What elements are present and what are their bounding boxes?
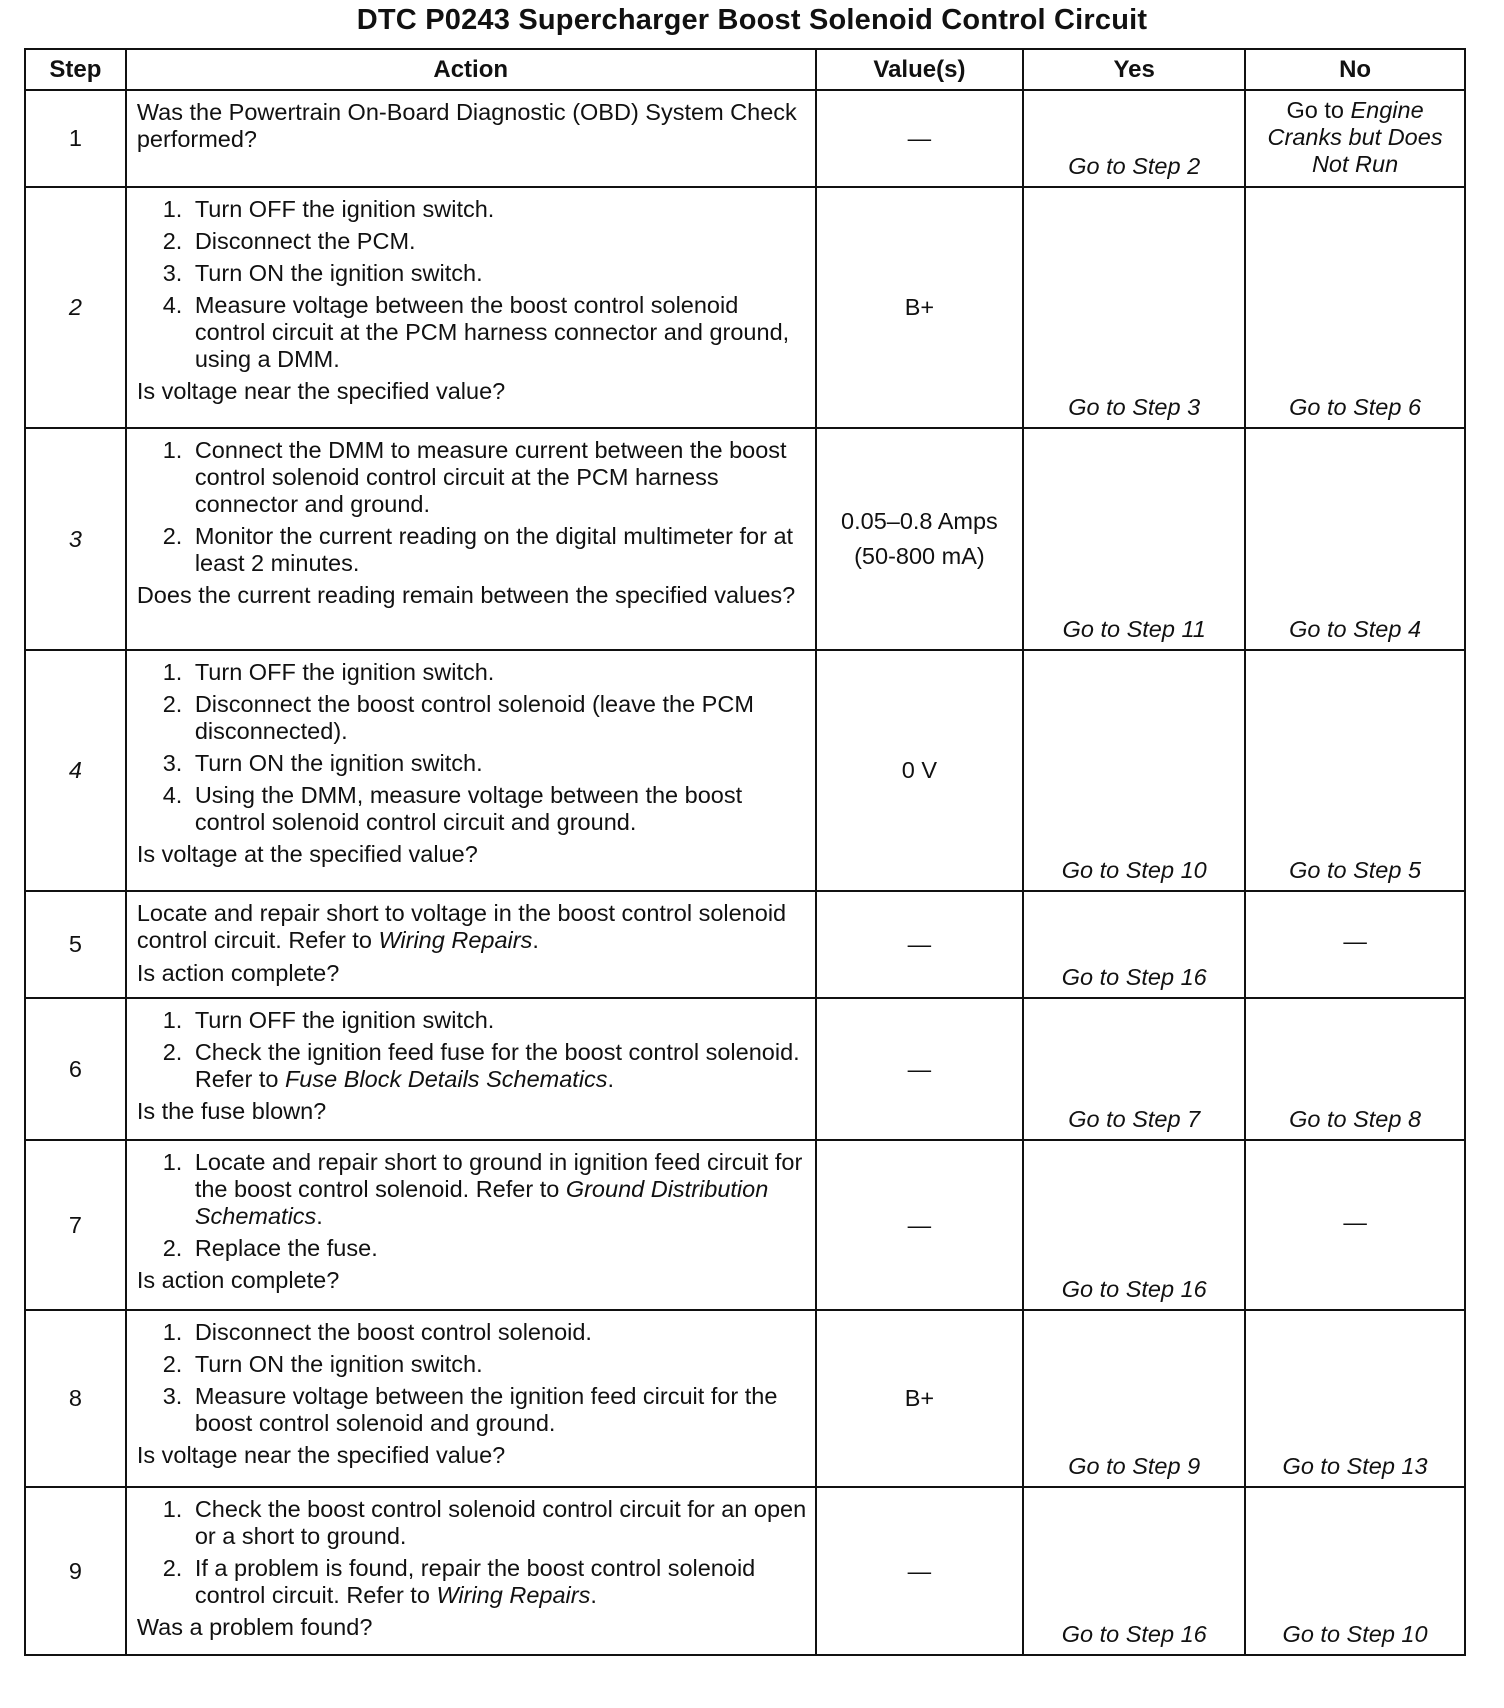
value-cell: B+	[816, 1310, 1024, 1487]
value-line: 0.05–0.8 Amps	[841, 508, 998, 534]
action-reference: Wiring Repairs	[378, 927, 533, 953]
no-cell: Go to Step 6	[1245, 187, 1465, 428]
value-cell	[816, 428, 1024, 650]
header-yes: Yes	[1023, 49, 1245, 90]
table-row	[25, 1140, 1465, 1310]
action-cell	[126, 187, 816, 428]
table-row	[25, 428, 1465, 650]
action-reference: Ground Distribution Schematics	[194, 1176, 769, 1229]
action-item: 4. Measure voltage between the boost control solenoid control circuit at the PCM harness connector and ground, using a DMM.	[189, 292, 807, 373]
yes-cell: Go to Step 16	[1023, 891, 1245, 998]
action-question: Is voltage near the specified value?	[136, 1442, 506, 1468]
table-row	[25, 90, 1465, 187]
action-question: Is action complete?	[136, 960, 340, 986]
action-item: 1. Check the boost control solenoid control circuit for an open or a short to ground.	[189, 1496, 807, 1550]
value-cell: B+	[816, 187, 1024, 428]
page-title: DTC P0243 Supercharger Boost Solenoid Control Circuit	[356, 4, 1148, 36]
step-number: 6	[25, 998, 126, 1140]
header-no: No	[1245, 49, 1465, 90]
yes-cell: Go to Step 7	[1023, 998, 1245, 1140]
step-number: 9	[25, 1487, 126, 1655]
value-cell: —	[816, 1140, 1024, 1310]
action-cell	[126, 1140, 816, 1310]
action-item: 1. Turn OFF the ignition switch.	[189, 659, 807, 686]
step-number: 3	[25, 428, 126, 650]
step-number: 4	[25, 650, 126, 891]
action-cell	[126, 650, 816, 891]
action-question: Is voltage at the specified value?	[136, 841, 478, 867]
value-cell: —	[816, 90, 1024, 187]
action-reference: Fuse Block Details Schematics	[284, 1066, 608, 1092]
value-line: (50-800 mA)	[854, 543, 985, 569]
action-question: Was a problem found?	[136, 1614, 373, 1640]
action-question: Does the current reading remain between the specified values?	[136, 582, 796, 608]
action-item-text: Locate and repair short to ground in ignition feed circuit for the boost control solenoid. Refer to	[194, 1149, 803, 1202]
no-cell: Go to Step 13	[1245, 1310, 1465, 1487]
table-row	[25, 650, 1465, 891]
diagnostic-table	[24, 48, 1466, 1656]
action-item: 3. Measure voltage between the ignition feed circuit for the boost control solenoid and ground.	[189, 1383, 807, 1437]
action-item: 2. Check the ignition feed fuse for the boost control solenoid. Refer to Fuse Block Details Schematics.	[189, 1039, 807, 1093]
yes-cell: Go to Step 9	[1023, 1310, 1245, 1487]
no-cell: Go to Step 4	[1245, 428, 1465, 650]
action-item: 2. If a problem is found, repair the boost control solenoid control circuit. Refer to Wiring Repairs.	[189, 1555, 807, 1609]
table-row	[25, 187, 1465, 428]
action-cell	[126, 428, 816, 650]
table-row	[25, 1310, 1465, 1487]
value-cell: —	[816, 891, 1024, 998]
no-cell: Go to Step 8	[1245, 998, 1465, 1140]
action-item: 3. Turn ON the ignition switch.	[189, 260, 807, 287]
value-cell: 0 V	[816, 650, 1024, 891]
step-number: 1	[25, 90, 126, 187]
action-reference: Wiring Repairs	[436, 1582, 591, 1608]
yes-cell: Go to Step 11	[1023, 428, 1245, 650]
action-item: 4. Using the DMM, measure voltage between the boost control solenoid control circuit and ground.	[189, 782, 807, 836]
action-item: 1. Locate and repair short to ground in ignition feed circuit for the boost control solenoid. Refer to Ground Distribution Schematics.	[189, 1149, 807, 1230]
header-row	[25, 49, 1465, 90]
action-item: 2. Turn ON the ignition switch.	[189, 1351, 807, 1378]
action-cell	[126, 1487, 816, 1655]
table-row	[25, 1487, 1465, 1655]
no-cell: Go to Step 5	[1245, 650, 1465, 891]
action-item: 1. Connect the DMM to measure current between the boost control solenoid control circuit at the PCM harness connector and ground.	[189, 437, 807, 518]
no-cell: —	[1245, 891, 1465, 998]
action-item: 2. Disconnect the PCM.	[189, 228, 807, 255]
action-item: 1. Disconnect the boost control solenoid.	[189, 1319, 807, 1346]
action-text: Locate and repair short to voltage in the boost control solenoid control circuit. Refer to Wiring Repairs.	[136, 900, 787, 953]
action-item: 1. Turn OFF the ignition switch.	[189, 196, 807, 223]
action-question: Is action complete?	[136, 1267, 340, 1293]
action-item: 2. Replace the fuse.	[189, 1235, 807, 1262]
action-item: 1. Turn OFF the ignition switch.	[189, 1007, 807, 1034]
header-action: Action	[126, 49, 816, 90]
no-cell	[1245, 90, 1465, 187]
yes-cell: Go to Step 2	[1023, 90, 1245, 187]
yes-cell: Go to Step 3	[1023, 187, 1245, 428]
action-cell	[126, 998, 816, 1140]
action-question: Is voltage near the specified value?	[136, 378, 506, 404]
step-number: 8	[25, 1310, 126, 1487]
action-item-text: Check the ignition feed fuse for the boost control solenoid. Refer to	[194, 1039, 800, 1092]
action-item: 2. Disconnect the boost control solenoid (leave the PCM disconnected).	[189, 691, 807, 745]
yes-cell: Go to Step 10	[1023, 650, 1245, 891]
step-number: 7	[25, 1140, 126, 1310]
no-cell: —	[1245, 1140, 1465, 1310]
action-item-text: If a problem is found, repair the boost control solenoid control circuit. Refer to	[194, 1555, 756, 1608]
step-number: 2	[25, 187, 126, 428]
action-item: 3. Turn ON the ignition switch.	[189, 750, 807, 777]
header-step: Step	[25, 49, 126, 90]
action-cell	[126, 1310, 816, 1487]
action-item: 2. Monitor the current reading on the digital multimeter for at least 2 minutes.	[189, 523, 807, 577]
table-row	[25, 998, 1465, 1140]
yes-cell: Go to Step 16	[1023, 1487, 1245, 1655]
no-reference: Engine Cranks but Does Not Run	[1267, 97, 1443, 177]
table-row	[25, 891, 1465, 998]
no-cell: Go to Step 10	[1245, 1487, 1465, 1655]
value-cell: —	[816, 1487, 1024, 1655]
action-cell	[126, 90, 816, 187]
action-text: Was the Powertrain On-Board Diagnostic (OBD) System Check performed?	[136, 99, 797, 152]
value-cell: —	[816, 998, 1024, 1140]
step-number: 5	[25, 891, 126, 998]
action-question: Is the fuse blown?	[136, 1098, 327, 1124]
action-cell	[126, 891, 816, 998]
header-values: Value(s)	[816, 49, 1024, 90]
yes-cell: Go to Step 16	[1023, 1140, 1245, 1310]
no-prefix: Go to	[1286, 97, 1351, 123]
action-text-body: Locate and repair short to voltage in the boost control solenoid control circuit. Refer to	[136, 900, 787, 953]
